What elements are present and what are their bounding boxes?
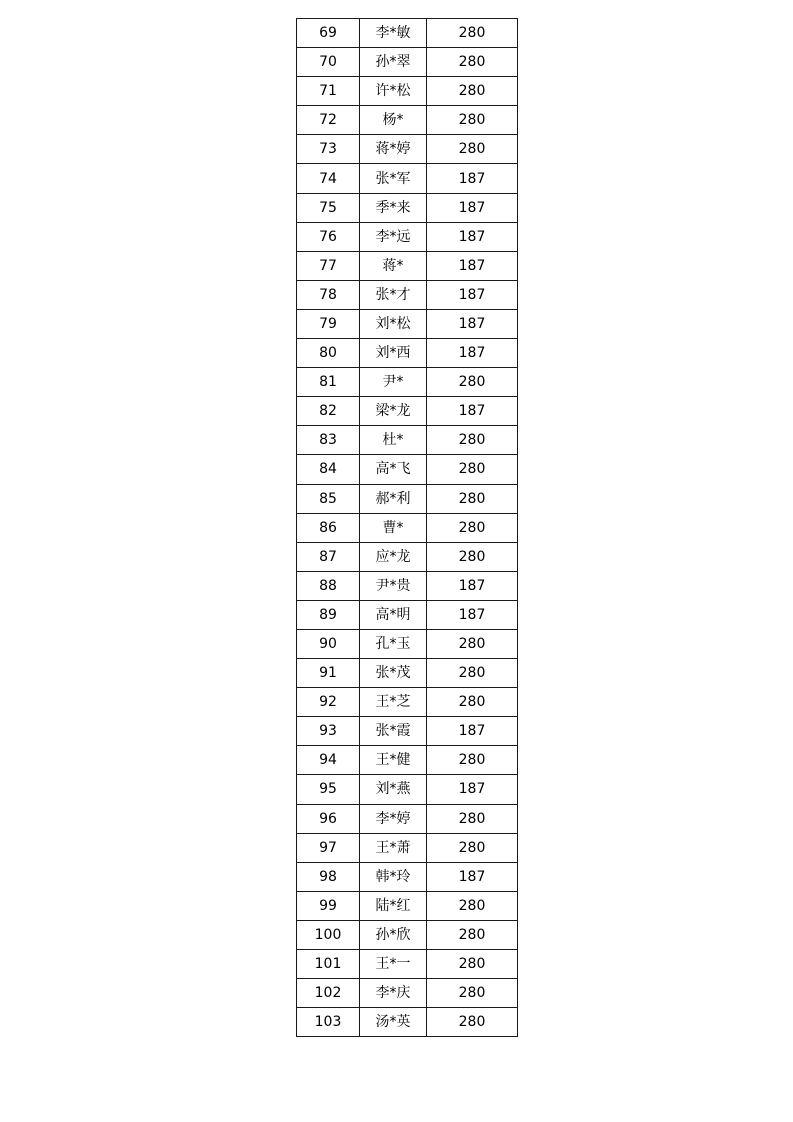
name-cell: 王*一 [360,950,427,979]
table-row [297,397,518,426]
table-row [297,77,518,106]
amount-cell: 187 [427,717,518,746]
table-row [297,251,518,280]
row-number-cell: 101 [297,950,360,979]
roster-table-body [297,19,518,1037]
row-number-cell: 103 [297,1008,360,1037]
amount-cell: 187 [427,600,518,629]
table-row [297,920,518,949]
row-number-cell: 79 [297,309,360,338]
table-row [297,862,518,891]
row-number-cell: 98 [297,862,360,891]
row-number-cell: 81 [297,368,360,397]
amount-cell: 280 [427,426,518,455]
row-number-cell: 75 [297,193,360,222]
amount-cell: 187 [427,251,518,280]
table-row [297,193,518,222]
name-cell: 李*婷 [360,804,427,833]
name-cell: 杜* [360,426,427,455]
name-cell: 应*龙 [360,542,427,571]
name-cell: 孔*玉 [360,629,427,658]
row-number-cell: 80 [297,339,360,368]
row-number-cell: 100 [297,920,360,949]
row-number-cell: 76 [297,222,360,251]
table-row [297,484,518,513]
table-row [297,135,518,164]
row-number-cell: 74 [297,164,360,193]
row-number-cell: 102 [297,979,360,1008]
name-cell: 韩*玲 [360,862,427,891]
row-number-cell: 71 [297,77,360,106]
amount-cell: 187 [427,280,518,309]
amount-cell: 280 [427,920,518,949]
amount-cell: 280 [427,891,518,920]
table-row [297,571,518,600]
name-cell: 许*松 [360,77,427,106]
row-number-cell: 85 [297,484,360,513]
amount-cell: 187 [427,222,518,251]
row-number-cell: 72 [297,106,360,135]
amount-cell: 280 [427,513,518,542]
name-cell: 张*军 [360,164,427,193]
amount-cell: 187 [427,571,518,600]
table-row [297,309,518,338]
row-number-cell: 99 [297,891,360,920]
row-number-cell: 69 [297,19,360,48]
name-cell: 陆*红 [360,891,427,920]
amount-cell: 280 [427,77,518,106]
amount-cell: 280 [427,804,518,833]
table-row [297,746,518,775]
amount-cell: 187 [427,309,518,338]
table-row [297,600,518,629]
amount-cell: 280 [427,19,518,48]
amount-cell: 280 [427,629,518,658]
name-cell: 刘*松 [360,309,427,338]
amount-cell: 280 [427,106,518,135]
name-cell: 李*庆 [360,979,427,1008]
table-row [297,455,518,484]
row-number-cell: 84 [297,455,360,484]
name-cell: 刘*西 [360,339,427,368]
row-number-cell: 94 [297,746,360,775]
name-cell: 张*茂 [360,659,427,688]
amount-cell: 187 [427,397,518,426]
amount-cell: 187 [427,193,518,222]
table-row [297,1008,518,1037]
name-cell: 季*来 [360,193,427,222]
name-cell: 尹*贵 [360,571,427,600]
amount-cell: 280 [427,950,518,979]
table-row [297,979,518,1008]
name-cell: 张*霞 [360,717,427,746]
amount-cell: 280 [427,833,518,862]
table-row [297,659,518,688]
name-cell: 李*敏 [360,19,427,48]
table-row [297,368,518,397]
name-cell: 杨* [360,106,427,135]
table-row [297,106,518,135]
name-cell: 刘*燕 [360,775,427,804]
name-cell: 高*明 [360,600,427,629]
name-cell: 孙*翠 [360,48,427,77]
name-cell: 蒋* [360,251,427,280]
row-number-cell: 82 [297,397,360,426]
table-row [297,717,518,746]
table-row [297,775,518,804]
table-row [297,222,518,251]
table-row [297,48,518,77]
table-row [297,542,518,571]
amount-cell: 280 [427,484,518,513]
row-number-cell: 95 [297,775,360,804]
table-row [297,833,518,862]
amount-cell: 280 [427,455,518,484]
row-number-cell: 77 [297,251,360,280]
amount-cell: 280 [427,688,518,717]
name-cell: 郝*利 [360,484,427,513]
row-number-cell: 86 [297,513,360,542]
name-cell: 王*芝 [360,688,427,717]
row-number-cell: 91 [297,659,360,688]
name-cell: 高*飞 [360,455,427,484]
table-row [297,280,518,309]
amount-cell: 187 [427,164,518,193]
table-row [297,891,518,920]
row-number-cell: 92 [297,688,360,717]
name-cell: 张*才 [360,280,427,309]
row-number-cell: 78 [297,280,360,309]
name-cell: 李*远 [360,222,427,251]
table-row [297,629,518,658]
name-cell: 梁*龙 [360,397,427,426]
name-cell: 王*健 [360,746,427,775]
row-number-cell: 97 [297,833,360,862]
name-cell: 曹* [360,513,427,542]
amount-cell: 280 [427,542,518,571]
name-cell: 孙*欣 [360,920,427,949]
roster-table [296,18,518,1037]
row-number-cell: 87 [297,542,360,571]
table-row [297,164,518,193]
amount-cell: 280 [427,1008,518,1037]
row-number-cell: 70 [297,48,360,77]
table-row [297,688,518,717]
table-row [297,950,518,979]
amount-cell: 280 [427,746,518,775]
amount-cell: 187 [427,339,518,368]
amount-cell: 280 [427,135,518,164]
amount-cell: 280 [427,659,518,688]
row-number-cell: 73 [297,135,360,164]
name-cell: 尹* [360,368,427,397]
row-number-cell: 96 [297,804,360,833]
name-cell: 蒋*婷 [360,135,427,164]
row-number-cell: 90 [297,629,360,658]
table-row [297,426,518,455]
row-number-cell: 89 [297,600,360,629]
table-row [297,804,518,833]
amount-cell: 187 [427,775,518,804]
table-row [297,19,518,48]
row-number-cell: 88 [297,571,360,600]
amount-cell: 280 [427,979,518,1008]
table-row [297,339,518,368]
amount-cell: 280 [427,368,518,397]
row-number-cell: 83 [297,426,360,455]
amount-cell: 280 [427,48,518,77]
name-cell: 汤*英 [360,1008,427,1037]
table-row [297,513,518,542]
name-cell: 王*萧 [360,833,427,862]
row-number-cell: 93 [297,717,360,746]
amount-cell: 187 [427,862,518,891]
